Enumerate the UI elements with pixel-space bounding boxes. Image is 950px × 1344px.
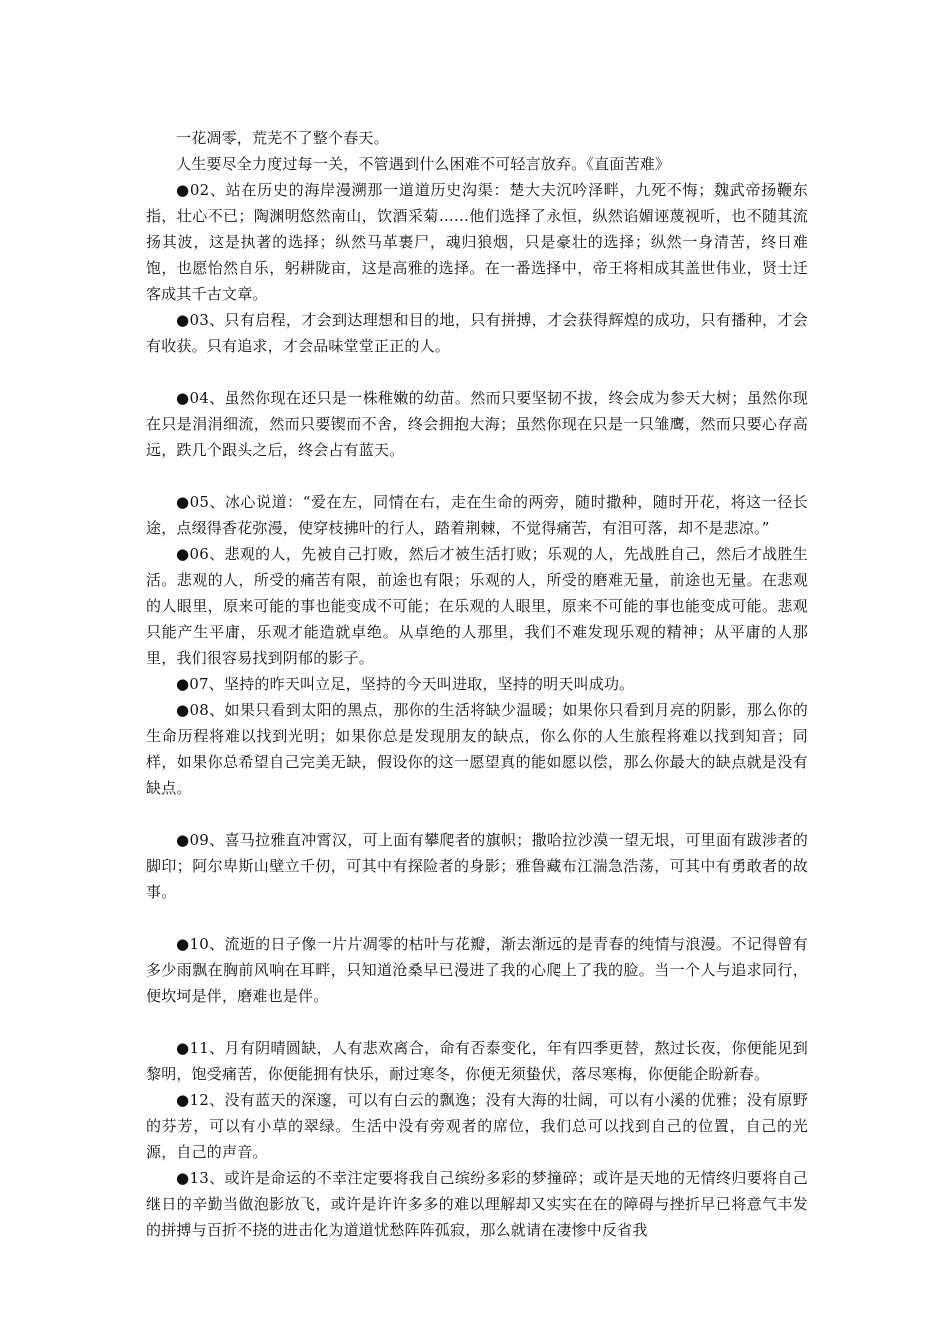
paragraph-02: 人生要尽全力度过每一关，不管遇到什么困难不可轻言放弃。《直面苦难》 [176, 155, 671, 173]
paragraph-09: ●08、如果只看到太阳的黑点，那你的生活将缺少温暖；如果你只看到月亮的阴影，那么你的生命历程将难以找到光明；如果你总是发现朋友的缺点，你么你的人生旅程将难以找到知音；同样，如果你总希望自己完美无缺，假设你的这一愿望真的能如愿以偿，那么你最大的缺点就是没有缺点。 [146, 701, 808, 797]
paragraph-03: ●02、站在历史的海岸漫溯那一道道历史沟渠：楚大夫沉吟泽畔，九死不悔；魏武帝扬鞭东指，壮心不已；陶渊明悠然南山，饮酒采菊……他们选择了永恒，纵然谄媚诬蔑视听，也不随其流扬其波，这是执著的选择；纵然马革裹尸，魂归狼烟，只是豪壮的选择；纵然一身清苦，终日难饱，也愿怡然自乐，躬耕陇亩，这是高雅的选择。在一番选择中，帝王将相成其盖世伟业，贤士迁客成其千古文章。 [146, 181, 808, 303]
paragraph-04: ●03、只有启程，才会到达理想和目的地，只有拼搏，才会获得辉煌的成功，只有播种，才会有收获。只有追求，才会品味堂堂正正的人。 [146, 311, 808, 355]
paragraph-05: ●04、虽然你现在还只是一株稚嫩的幼苗。然而只要坚韧不拔，终会成为参天大树；虽然你现在只是涓涓细流，然而只要锲而不舍，终会拥抱大海；虽然你现在只是一只雏鹰，然而只要心存高远，跌几个跟头之后，终会占有蓝天。 [146, 389, 808, 459]
document-body [146, 125, 808, 1243]
paragraph-14: ●13、或许是命运的不幸注定要将我自己缤纷多彩的梦撞碎；或许是天地的无情终归要将自己继日的辛勤当做泡影放飞，或许是许许多多的难以理解却又实实在在的障碍与挫折早已将意气丰发的拼搏与百折不挠的进击化为道道忧愁阵阵孤寂，那么就请在凄惨中反省我 [146, 1169, 808, 1239]
paragraph-13: ●12、没有蓝天的深邃，可以有白云的飘逸；没有大海的壮阔，可以有小溪的优雅；没有原野的芬芳，可以有小草的翠绿。生活中没有旁观者的席位，我们总可以找到自己的位置，自己的光源，自己的声音。 [146, 1091, 808, 1161]
paragraph-12: ●11、月有阴晴圆缺，人有悲欢离合，命有否泰变化，年有四季更替，熬过长夜，你便能见到黎明，饱受痛苦，你便能拥有快乐，耐过寒冬，你便无须蛰伏，落尽寒梅，你便能企盼新春。 [146, 1039, 808, 1083]
paragraph-gap [146, 463, 808, 489]
paragraph-gap [146, 905, 808, 931]
paragraph-10: ●09、喜马拉雅直冲霄汉，可上面有攀爬者的旗帜；撒哈拉沙漠一望无垠，可里面有跋涉者的脚印；阿尔卑斯山壁立千仞，可其中有探险者的身影；雅鲁藏布江湍急浩荡，可其中有勇敢者的故事。 [146, 831, 808, 901]
paragraph-07: ●06、悲观的人，先被自己打败，然后才被生活打败；乐观的人，先战胜自己，然后才战胜生活。悲观的人，所受的痛苦有限，前途也有限；乐观的人，所受的磨难无量，前途也无量。在悲观的人眼里，原来可能的事也能变成不可能；在乐观的人眼里，原来不可能的事也能变成可能。悲观只能产生平庸，乐观才能造就卓绝。从卓绝的人那里，我们不难发现乐观的精神；从平庸的人那里，我们很容易找到阴郁的影子。 [146, 545, 808, 667]
paragraph-gap [146, 1009, 808, 1035]
paragraph-06: ●05、冰心说道：“爱在左，同情在右，走在生命的两旁，随时撒种，随时开花，将这一径长途，点缀得香花弥漫，使穿枝拂叶的行人，踏着荆棘，不觉得痛苦，有泪可落，却不是悲凉。” [146, 493, 808, 537]
paragraph-11: ●10、流逝的日子像一片片凋零的枯叶与花瓣，渐去渐远的是青春的纯情与浪漫。不记得曾有多少雨飘在胸前风响在耳畔，只知道沧桑早已漫进了我的心爬上了我的脸。当一个人与追求同行，便坎坷是伴，磨难也是伴。 [146, 935, 808, 1005]
paragraph-08: ●07、坚持的昨天叫立足，坚持的今天叫进取，坚持的明天叫成功。 [176, 675, 635, 693]
paragraph-01: 一花凋零，荒芜不了整个春天。 [176, 129, 389, 147]
paragraph-gap [146, 801, 808, 827]
paragraph-gap [146, 359, 808, 385]
